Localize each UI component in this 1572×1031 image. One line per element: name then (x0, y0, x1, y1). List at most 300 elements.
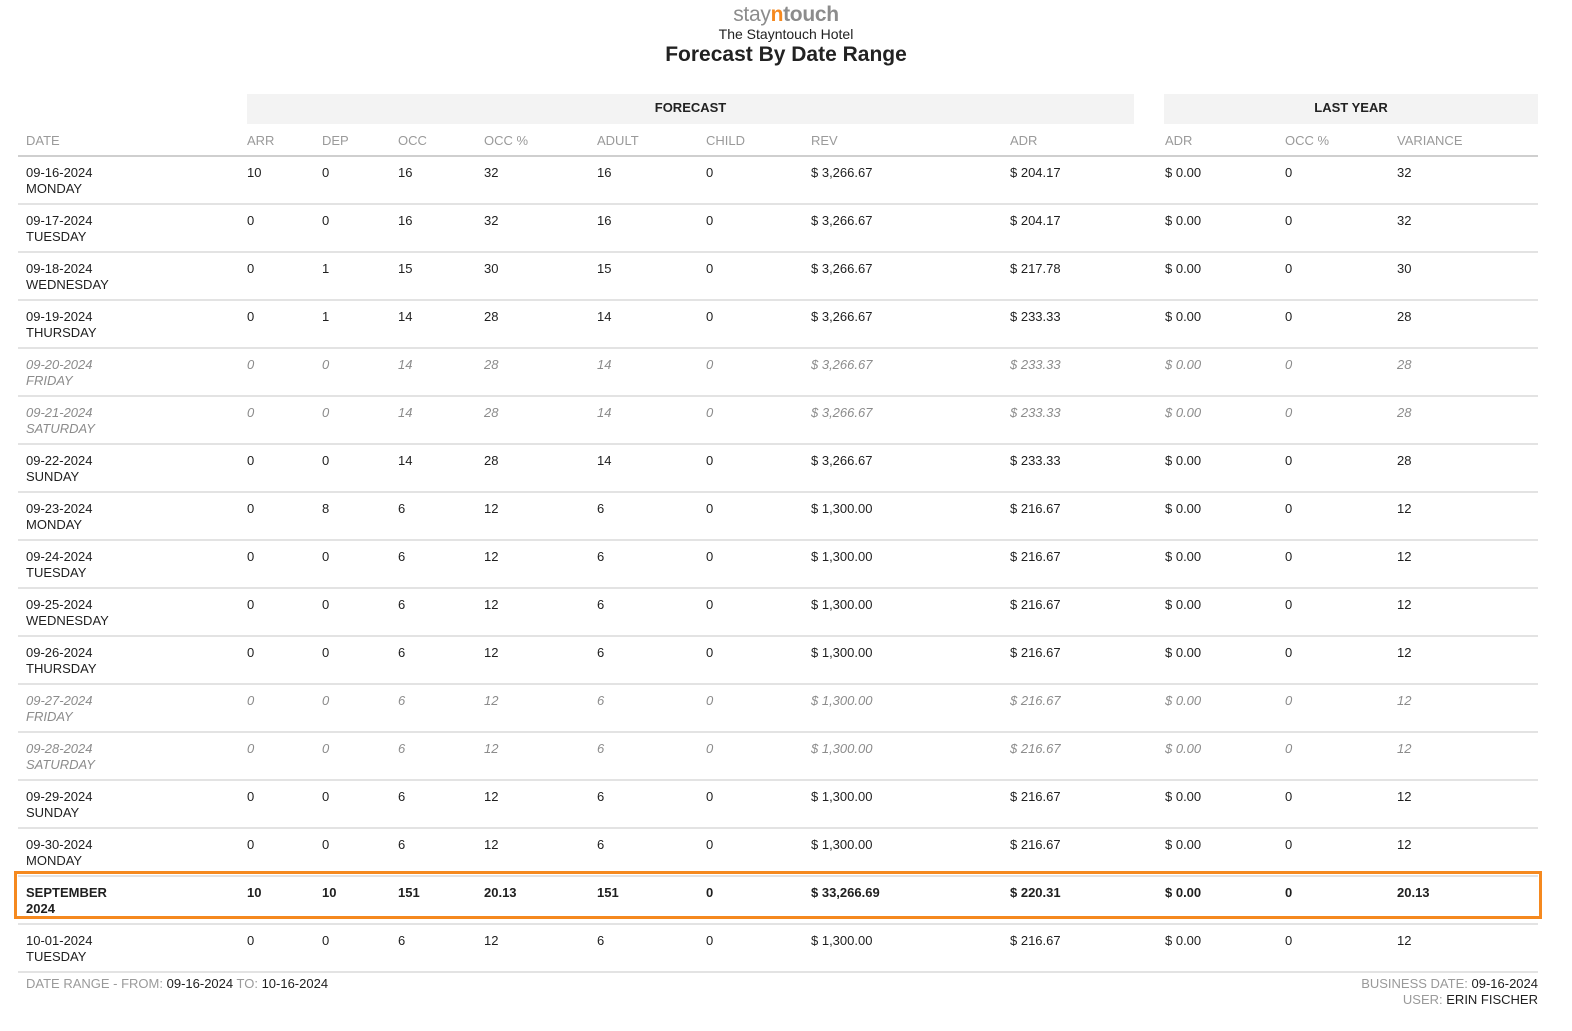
value-cell (1165, 204, 1285, 252)
cell-value: $ 0.00 (1165, 501, 1202, 516)
date-range-label: DATE RANGE - FROM: (26, 976, 163, 991)
value-cell (1285, 540, 1397, 588)
cell-value: 0 (1285, 501, 1293, 516)
date-cell (18, 204, 247, 252)
cell-value: $ 216.67 (1010, 549, 1061, 564)
value-cell (247, 396, 322, 444)
value-cell (811, 348, 1010, 396)
value-cell (1165, 300, 1285, 348)
cell-value: 6 (597, 837, 605, 852)
table-row (18, 588, 1538, 636)
value-cell (484, 396, 597, 444)
value-cell (811, 444, 1010, 492)
cell-value: 6 (597, 693, 605, 708)
stayntouch-logo (0, 3, 1572, 27)
row-date: 09-26-2024 (26, 645, 93, 660)
business-info-footer (1361, 976, 1538, 1008)
cell-value: 32 (1397, 213, 1412, 228)
cell-value: $ 0.00 (1165, 645, 1202, 660)
cell-value: 28 (484, 357, 499, 372)
value-cell (706, 780, 811, 828)
cell-value: 0 (706, 837, 714, 852)
date-cell (18, 924, 247, 972)
value-cell (1165, 156, 1285, 204)
value-cell (1010, 588, 1165, 636)
value-cell (1165, 588, 1285, 636)
value-cell (1010, 156, 1165, 204)
table-row (18, 924, 1538, 972)
value-cell (1165, 636, 1285, 684)
cell-value: 0 (706, 741, 714, 756)
date-range-from: 09-16-2024 (166, 976, 234, 991)
report-title: Forecast By Date Range (665, 43, 907, 66)
value-cell (706, 348, 811, 396)
value-cell (1397, 636, 1538, 684)
cell-value: 30 (1397, 261, 1412, 276)
cell-value: 20.13 (1397, 885, 1430, 900)
cell-value: $ 216.67 (1010, 837, 1061, 852)
column-header: OCC % (484, 126, 597, 156)
cell-value: 0 (1285, 837, 1293, 852)
table-row (18, 156, 1538, 204)
value-cell (597, 444, 706, 492)
cell-value: 0 (247, 597, 255, 612)
row-date: 09-28-2024 (26, 741, 93, 756)
value-cell (247, 492, 322, 540)
row-day: 2024 (26, 901, 55, 916)
value-cell (1165, 876, 1285, 924)
value-cell (484, 300, 597, 348)
row-day: MONDAY (26, 853, 83, 868)
value-cell (811, 684, 1010, 732)
cell-value: 28 (1397, 453, 1412, 468)
row-date: 09-30-2024 (26, 837, 93, 852)
cell-value: 14 (597, 357, 612, 372)
date-range-to: 10-16-2024 (261, 976, 329, 991)
cell-value: 30 (484, 261, 499, 276)
value-cell (1397, 300, 1538, 348)
cell-value: 16 (398, 213, 413, 228)
cell-value: 0 (322, 741, 330, 756)
value-cell (1285, 348, 1397, 396)
cell-value: $ 233.33 (1010, 309, 1061, 324)
value-cell (484, 156, 597, 204)
value-cell (398, 348, 484, 396)
value-cell (484, 492, 597, 540)
cell-value: $ 0.00 (1165, 789, 1202, 804)
value-cell (398, 252, 484, 300)
value-cell (322, 444, 398, 492)
row-day: WEDNESDAY (26, 277, 109, 292)
date-cell (18, 828, 247, 876)
cell-value: 32 (484, 213, 499, 228)
row-day: TUESDAY (26, 949, 87, 964)
cell-value: 0 (1285, 885, 1293, 900)
value-cell (1165, 684, 1285, 732)
value-cell (322, 348, 398, 396)
value-cell (1397, 588, 1538, 636)
cell-value: $ 0.00 (1165, 741, 1202, 756)
value-cell (484, 876, 597, 924)
value-cell (322, 780, 398, 828)
cell-value: 16 (398, 165, 413, 180)
value-cell (811, 300, 1010, 348)
value-cell (484, 348, 597, 396)
value-cell (322, 492, 398, 540)
value-cell (597, 204, 706, 252)
cell-value: $ 1,300.00 (811, 933, 873, 948)
cell-value: 6 (398, 501, 406, 516)
value-cell (706, 492, 811, 540)
value-cell (811, 588, 1010, 636)
table-row (18, 780, 1538, 828)
value-cell (597, 924, 706, 972)
value-cell (398, 396, 484, 444)
cell-value: 0 (706, 645, 714, 660)
cell-value: 0 (322, 165, 330, 180)
value-cell (597, 348, 706, 396)
cell-value: 0 (1285, 549, 1293, 564)
cell-value: $ 204.17 (1010, 213, 1061, 228)
value-cell (1010, 876, 1165, 924)
cell-value: 1 (322, 309, 330, 324)
value-cell (484, 636, 597, 684)
cell-value: $ 1,300.00 (811, 693, 873, 708)
value-cell (398, 156, 484, 204)
value-cell (1165, 444, 1285, 492)
value-cell (706, 828, 811, 876)
cell-value: 0 (1285, 453, 1293, 468)
value-cell (1010, 492, 1165, 540)
value-cell (322, 300, 398, 348)
value-cell (597, 876, 706, 924)
cell-value: 10 (247, 885, 262, 900)
cell-value: $ 3,266.67 (811, 165, 873, 180)
value-cell (247, 780, 322, 828)
value-cell (1010, 684, 1165, 732)
cell-value: $ 1,300.00 (811, 741, 873, 756)
cell-value: $ 0.00 (1165, 261, 1202, 276)
cell-value: $ 3,266.67 (811, 261, 873, 276)
value-cell (247, 252, 322, 300)
cell-value: 12 (484, 501, 499, 516)
cell-value: $ 0.00 (1165, 453, 1202, 468)
value-cell (1285, 204, 1397, 252)
value-cell (484, 828, 597, 876)
cell-value: 0 (706, 597, 714, 612)
row-date: 09-25-2024 (26, 597, 93, 612)
column-header: DATE (18, 126, 247, 156)
cell-value: 0 (706, 789, 714, 804)
value-cell (484, 732, 597, 780)
value-cell (811, 252, 1010, 300)
cell-value: 12 (484, 693, 499, 708)
cell-value: 6 (398, 693, 406, 708)
cell-value: $ 0.00 (1165, 309, 1202, 324)
cell-value: 14 (597, 405, 612, 420)
value-cell (706, 684, 811, 732)
column-header: ADR (1010, 126, 1165, 156)
month-total-row (18, 876, 1538, 924)
cell-value: 28 (484, 405, 499, 420)
cell-value: 0 (1285, 597, 1293, 612)
value-cell (1165, 540, 1285, 588)
value-cell (398, 540, 484, 588)
value-cell (484, 924, 597, 972)
cell-value: 32 (1397, 165, 1412, 180)
value-cell (1397, 684, 1538, 732)
forecast-table (18, 126, 1538, 973)
value-cell (706, 540, 811, 588)
cell-value: $ 216.67 (1010, 597, 1061, 612)
cell-value: $ 0.00 (1165, 405, 1202, 420)
value-cell (597, 300, 706, 348)
forecast-group-header: FORECAST (247, 94, 1134, 124)
business-date-label: BUSINESS DATE: (1361, 976, 1468, 991)
value-cell (1165, 924, 1285, 972)
cell-value: $ 1,300.00 (811, 549, 873, 564)
cell-value: 6 (597, 549, 605, 564)
cell-value: 12 (1397, 933, 1412, 948)
value-cell (1165, 828, 1285, 876)
cell-value: $ 204.17 (1010, 165, 1061, 180)
logo-part-n: n (770, 3, 784, 26)
cell-value: 0 (247, 837, 255, 852)
cell-value: $ 233.33 (1010, 453, 1061, 468)
value-cell (1165, 348, 1285, 396)
cell-value: 0 (1285, 405, 1293, 420)
value-cell (597, 396, 706, 444)
cell-value: 0 (706, 933, 714, 948)
value-cell (706, 156, 811, 204)
value-cell (1165, 396, 1285, 444)
date-cell (18, 876, 247, 924)
row-day: SUNDAY (26, 469, 80, 484)
value-cell (1397, 204, 1538, 252)
row-date: 09-22-2024 (26, 453, 93, 468)
value-cell (597, 252, 706, 300)
cell-value: 0 (1285, 357, 1293, 372)
cell-value: 0 (1285, 789, 1293, 804)
value-cell (247, 300, 322, 348)
value-cell (811, 156, 1010, 204)
cell-value: 151 (597, 885, 619, 900)
table-row (18, 204, 1538, 252)
value-cell (1285, 828, 1397, 876)
row-day: MONDAY (26, 517, 83, 532)
cell-value: $ 3,266.67 (811, 453, 873, 468)
cell-value: 6 (597, 933, 605, 948)
cell-value: 0 (247, 357, 255, 372)
cell-value: 6 (597, 741, 605, 756)
cell-value: 20.13 (484, 885, 517, 900)
column-header: CHILD (706, 126, 811, 156)
value-cell (1285, 396, 1397, 444)
value-cell (322, 588, 398, 636)
value-cell (1010, 204, 1165, 252)
value-cell (811, 924, 1010, 972)
cell-value: 12 (1397, 597, 1412, 612)
value-cell (322, 684, 398, 732)
cell-value: 12 (1397, 501, 1412, 516)
row-day: FRIDAY (26, 709, 73, 724)
row-day: MONDAY (26, 181, 83, 196)
cell-value: 0 (322, 933, 330, 948)
value-cell (322, 540, 398, 588)
cell-value: 28 (484, 453, 499, 468)
value-cell (1285, 492, 1397, 540)
table-row (18, 732, 1538, 780)
value-cell (706, 876, 811, 924)
cell-value: $ 3,266.67 (811, 357, 873, 372)
cell-value: 0 (706, 693, 714, 708)
date-cell (18, 636, 247, 684)
cell-value: 12 (484, 741, 499, 756)
cell-value: 28 (1397, 357, 1412, 372)
value-cell (398, 492, 484, 540)
value-cell (1010, 732, 1165, 780)
value-cell (1010, 348, 1165, 396)
value-cell (706, 396, 811, 444)
cell-value: 0 (706, 309, 714, 324)
value-cell (1285, 876, 1397, 924)
logo-part-touch: touch (783, 3, 839, 26)
row-day: SATURDAY (26, 421, 95, 436)
cell-value: 28 (1397, 309, 1412, 324)
cell-value: $ 1,300.00 (811, 837, 873, 852)
row-day: SUNDAY (26, 805, 80, 820)
value-cell (597, 540, 706, 588)
cell-value: 32 (484, 165, 499, 180)
value-cell (247, 876, 322, 924)
value-cell (247, 732, 322, 780)
cell-value: 0 (247, 933, 255, 948)
cell-value: 12 (1397, 645, 1412, 660)
date-cell (18, 732, 247, 780)
value-cell (1397, 444, 1538, 492)
value-cell (706, 924, 811, 972)
cell-value: $ 1,300.00 (811, 597, 873, 612)
cell-value: 0 (247, 213, 255, 228)
value-cell (247, 684, 322, 732)
value-cell (322, 156, 398, 204)
value-cell (597, 588, 706, 636)
cell-value: 0 (322, 357, 330, 372)
cell-value: 1 (322, 261, 330, 276)
value-cell (597, 732, 706, 780)
cell-value: $ 216.67 (1010, 933, 1061, 948)
value-cell (484, 444, 597, 492)
column-header: VARIANCE (1397, 126, 1538, 156)
date-cell (18, 540, 247, 588)
cell-value: 0 (1285, 309, 1293, 324)
cell-value: 6 (597, 645, 605, 660)
value-cell (706, 588, 811, 636)
value-cell (247, 636, 322, 684)
value-cell (322, 636, 398, 684)
value-cell (811, 636, 1010, 684)
row-date: 09-21-2024 (26, 405, 93, 420)
row-day: WEDNESDAY (26, 613, 109, 628)
cell-value: 0 (1285, 645, 1293, 660)
value-cell (811, 876, 1010, 924)
value-cell (1010, 828, 1165, 876)
value-cell (811, 396, 1010, 444)
row-date: 09-18-2024 (26, 261, 93, 276)
value-cell (322, 252, 398, 300)
column-header: ADR (1165, 126, 1285, 156)
column-header: ARR (247, 126, 322, 156)
value-cell (597, 828, 706, 876)
value-cell (484, 684, 597, 732)
value-cell (1010, 300, 1165, 348)
cell-value: $ 233.33 (1010, 357, 1061, 372)
cell-value: $ 233.33 (1010, 405, 1061, 420)
value-cell (597, 780, 706, 828)
value-cell (1010, 444, 1165, 492)
value-cell (398, 732, 484, 780)
cell-value: 28 (484, 309, 499, 324)
cell-value: $ 0.00 (1165, 213, 1202, 228)
cell-value: 0 (322, 645, 330, 660)
cell-value: 0 (322, 213, 330, 228)
value-cell (247, 444, 322, 492)
cell-value: 0 (322, 405, 330, 420)
value-cell (247, 156, 322, 204)
cell-value: 0 (1285, 213, 1293, 228)
cell-value: 0 (247, 645, 255, 660)
value-cell (322, 876, 398, 924)
value-cell (398, 924, 484, 972)
cell-value: 0 (322, 789, 330, 804)
date-range-to-label: TO: (236, 976, 258, 991)
cell-value: 14 (398, 357, 413, 372)
table-body (18, 156, 1538, 972)
cell-value: 12 (1397, 741, 1412, 756)
value-cell (1397, 924, 1538, 972)
cell-value: $ 216.67 (1010, 741, 1061, 756)
value-cell (484, 780, 597, 828)
user-label: USER: (1402, 992, 1443, 1007)
cell-value: 12 (1397, 693, 1412, 708)
table-row (18, 684, 1538, 732)
cell-value: $ 0.00 (1165, 597, 1202, 612)
value-cell (811, 492, 1010, 540)
cell-value: 0 (1285, 741, 1293, 756)
row-date: 09-27-2024 (26, 693, 93, 708)
cell-value: $ 0.00 (1165, 933, 1202, 948)
value-cell (484, 588, 597, 636)
cell-value: $ 3,266.67 (811, 309, 873, 324)
value-cell (1165, 780, 1285, 828)
value-cell (398, 204, 484, 252)
value-cell (1285, 300, 1397, 348)
cell-value: 10 (322, 885, 337, 900)
logo-part-stay: stay (733, 3, 771, 26)
value-cell (398, 588, 484, 636)
cell-value: $ 3,266.67 (811, 405, 873, 420)
value-cell (811, 828, 1010, 876)
value-cell (1397, 540, 1538, 588)
cell-value: $ 1,300.00 (811, 645, 873, 660)
value-cell (1285, 684, 1397, 732)
value-cell (1397, 156, 1538, 204)
user-value: ERIN FISCHER (1446, 992, 1538, 1007)
value-cell (322, 204, 398, 252)
cell-value: $ 0.00 (1165, 165, 1202, 180)
value-cell (247, 924, 322, 972)
value-cell (597, 636, 706, 684)
